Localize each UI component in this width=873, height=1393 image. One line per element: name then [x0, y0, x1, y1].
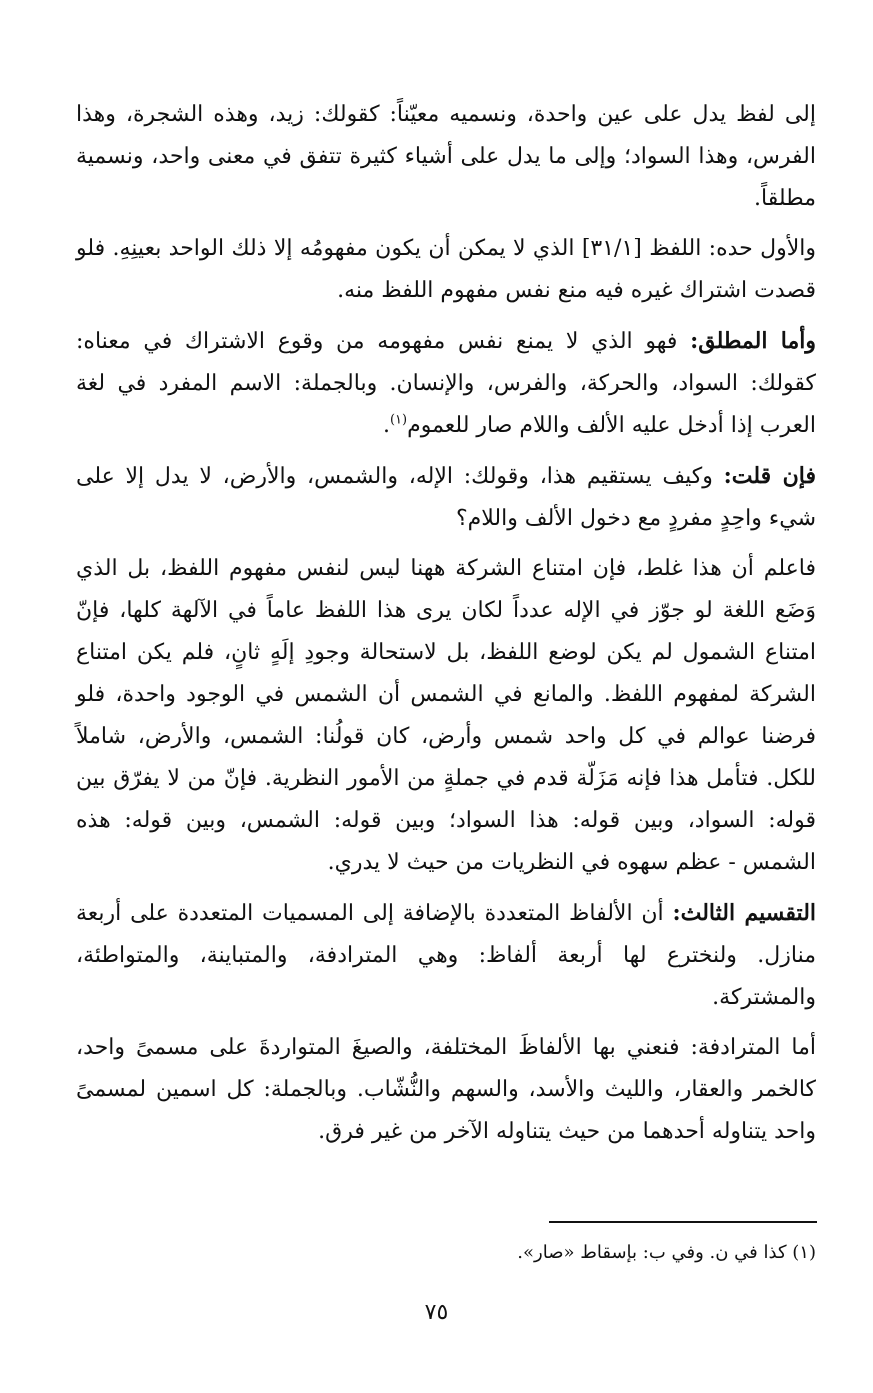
paragraph-3-text: فهو الذي لا يمنع نفس مفهومه من وقوع الاشتراك في معناه: كقولك: السواد، والحركة، والفرس، والإنسان. وبالجملة: الاسم المفرد في لغة العرب إذا أدخل عليه الألف واللام صار للعموم [76, 329, 816, 438]
paragraph-7-text: أما المترادفة: فنعني بها الألفاظَ المختلفة، والصيغَ المتواردةَ على مسمىً واحد، كالخمر والعقار، والليث والأسد، والسهم والنُّشّاب. وبالجملة: كل اسمين لمسمىً واحد يتناوله أحدهما من حيث يتناوله الآخر من غير فرق. [76, 1035, 816, 1144]
paragraph-4 [76, 455, 816, 540]
footnote-separator [549, 1221, 817, 1223]
paragraph-7 [76, 1027, 816, 1153]
footnote-number: (١) [792, 1242, 816, 1263]
page-number: ٧٥ [424, 1300, 449, 1325]
footnote [76, 1238, 816, 1268]
paragraph-2 [76, 228, 816, 312]
paragraph-5-text: فاعلم أن هذا غلط، فإن امتناع الشركة ههنا ليس لنفس مفهوم اللفظ، بل الذي وَضَع اللغة لو جوّز في الإله عدداً لكان يرى هذا اللفظ عاماً في الآلهة كلها، فإنّ امتناع الشمول لم يكن لوضع اللفظ، بل لاستحالة وجودِ إلَهٍ ثانٍ، فلم يكن امتناع الشركة لمفهوم اللفظ. والمانع في الشمس أن الشمس في الوجود واحدة، فلو فرضنا عوالم في كل واحد شمس وأرض، كان قولُنا: الشمس، والأرض، شاملاً للكل. فتأمل هذا فإنه مَزَلّة قدم في جملةٍ من الأمور النظرية. فإنّ من لا يفرّق بين قوله: السواد، وبين قوله: هذا السواد؛ وبين قوله: الشمس، وبين قوله: هذه الشمس - عظم سهوه في النظريات من حيث لا يدري. [76, 556, 816, 875]
paragraph-1 [76, 94, 816, 220]
paragraph-2-text: والأول حده: اللفظ [٣١/١] الذي لا يمكن أن يكون مفهومُه إلا ذلك الواحد بعينِهِ. فلو قصدت اشتراك غيره فيه منع نفس مفهوم اللفظ منه. [76, 236, 817, 303]
paragraph-3 [76, 320, 816, 447]
paragraph-4-heading: فإن قلت: [723, 463, 816, 489]
paragraph-6 [76, 892, 816, 1019]
paragraph-1-text: إلى لفظ يدل على عين واحدة، ونسميه معيّناً: كقولك: زيد، وهذه الشجرة، وهذا الفرس، وهذا السواد؛ وإلى ما يدل على أشياء كثيرة تتفق في معنى واحد، ونسمية مطلقاً. [76, 102, 816, 211]
footnote-marker: (١) [389, 412, 408, 428]
paragraph-5 [76, 548, 816, 884]
paragraph-3-tail: . [382, 413, 390, 438]
paragraph-4-text: وكيف يستقيم هذا، وقولك: الإله، والشمس، والأرض، لا يدل إلا على شيء واحِدٍ مفردٍ مع دخول الألف واللام؟ [76, 464, 816, 531]
footnote-text: كذا في ن. وفي ب: بإسقاط «صار». [517, 1242, 787, 1263]
paragraph-6-heading: التقسيم الثالث: [672, 900, 817, 926]
paragraph-6-text: أن الألفاظ المتعددة بالإضافة إلى المسميات المتعددة على أربعة منازل. ولنخترع لها أربعة ألفاظ: وهي المترادفة، والمتباينة، والمتواطئة، والمشتركة. [76, 901, 816, 1010]
paragraph-3-heading: وأما المطلق: [690, 328, 817, 354]
main-text [76, 94, 816, 1159]
